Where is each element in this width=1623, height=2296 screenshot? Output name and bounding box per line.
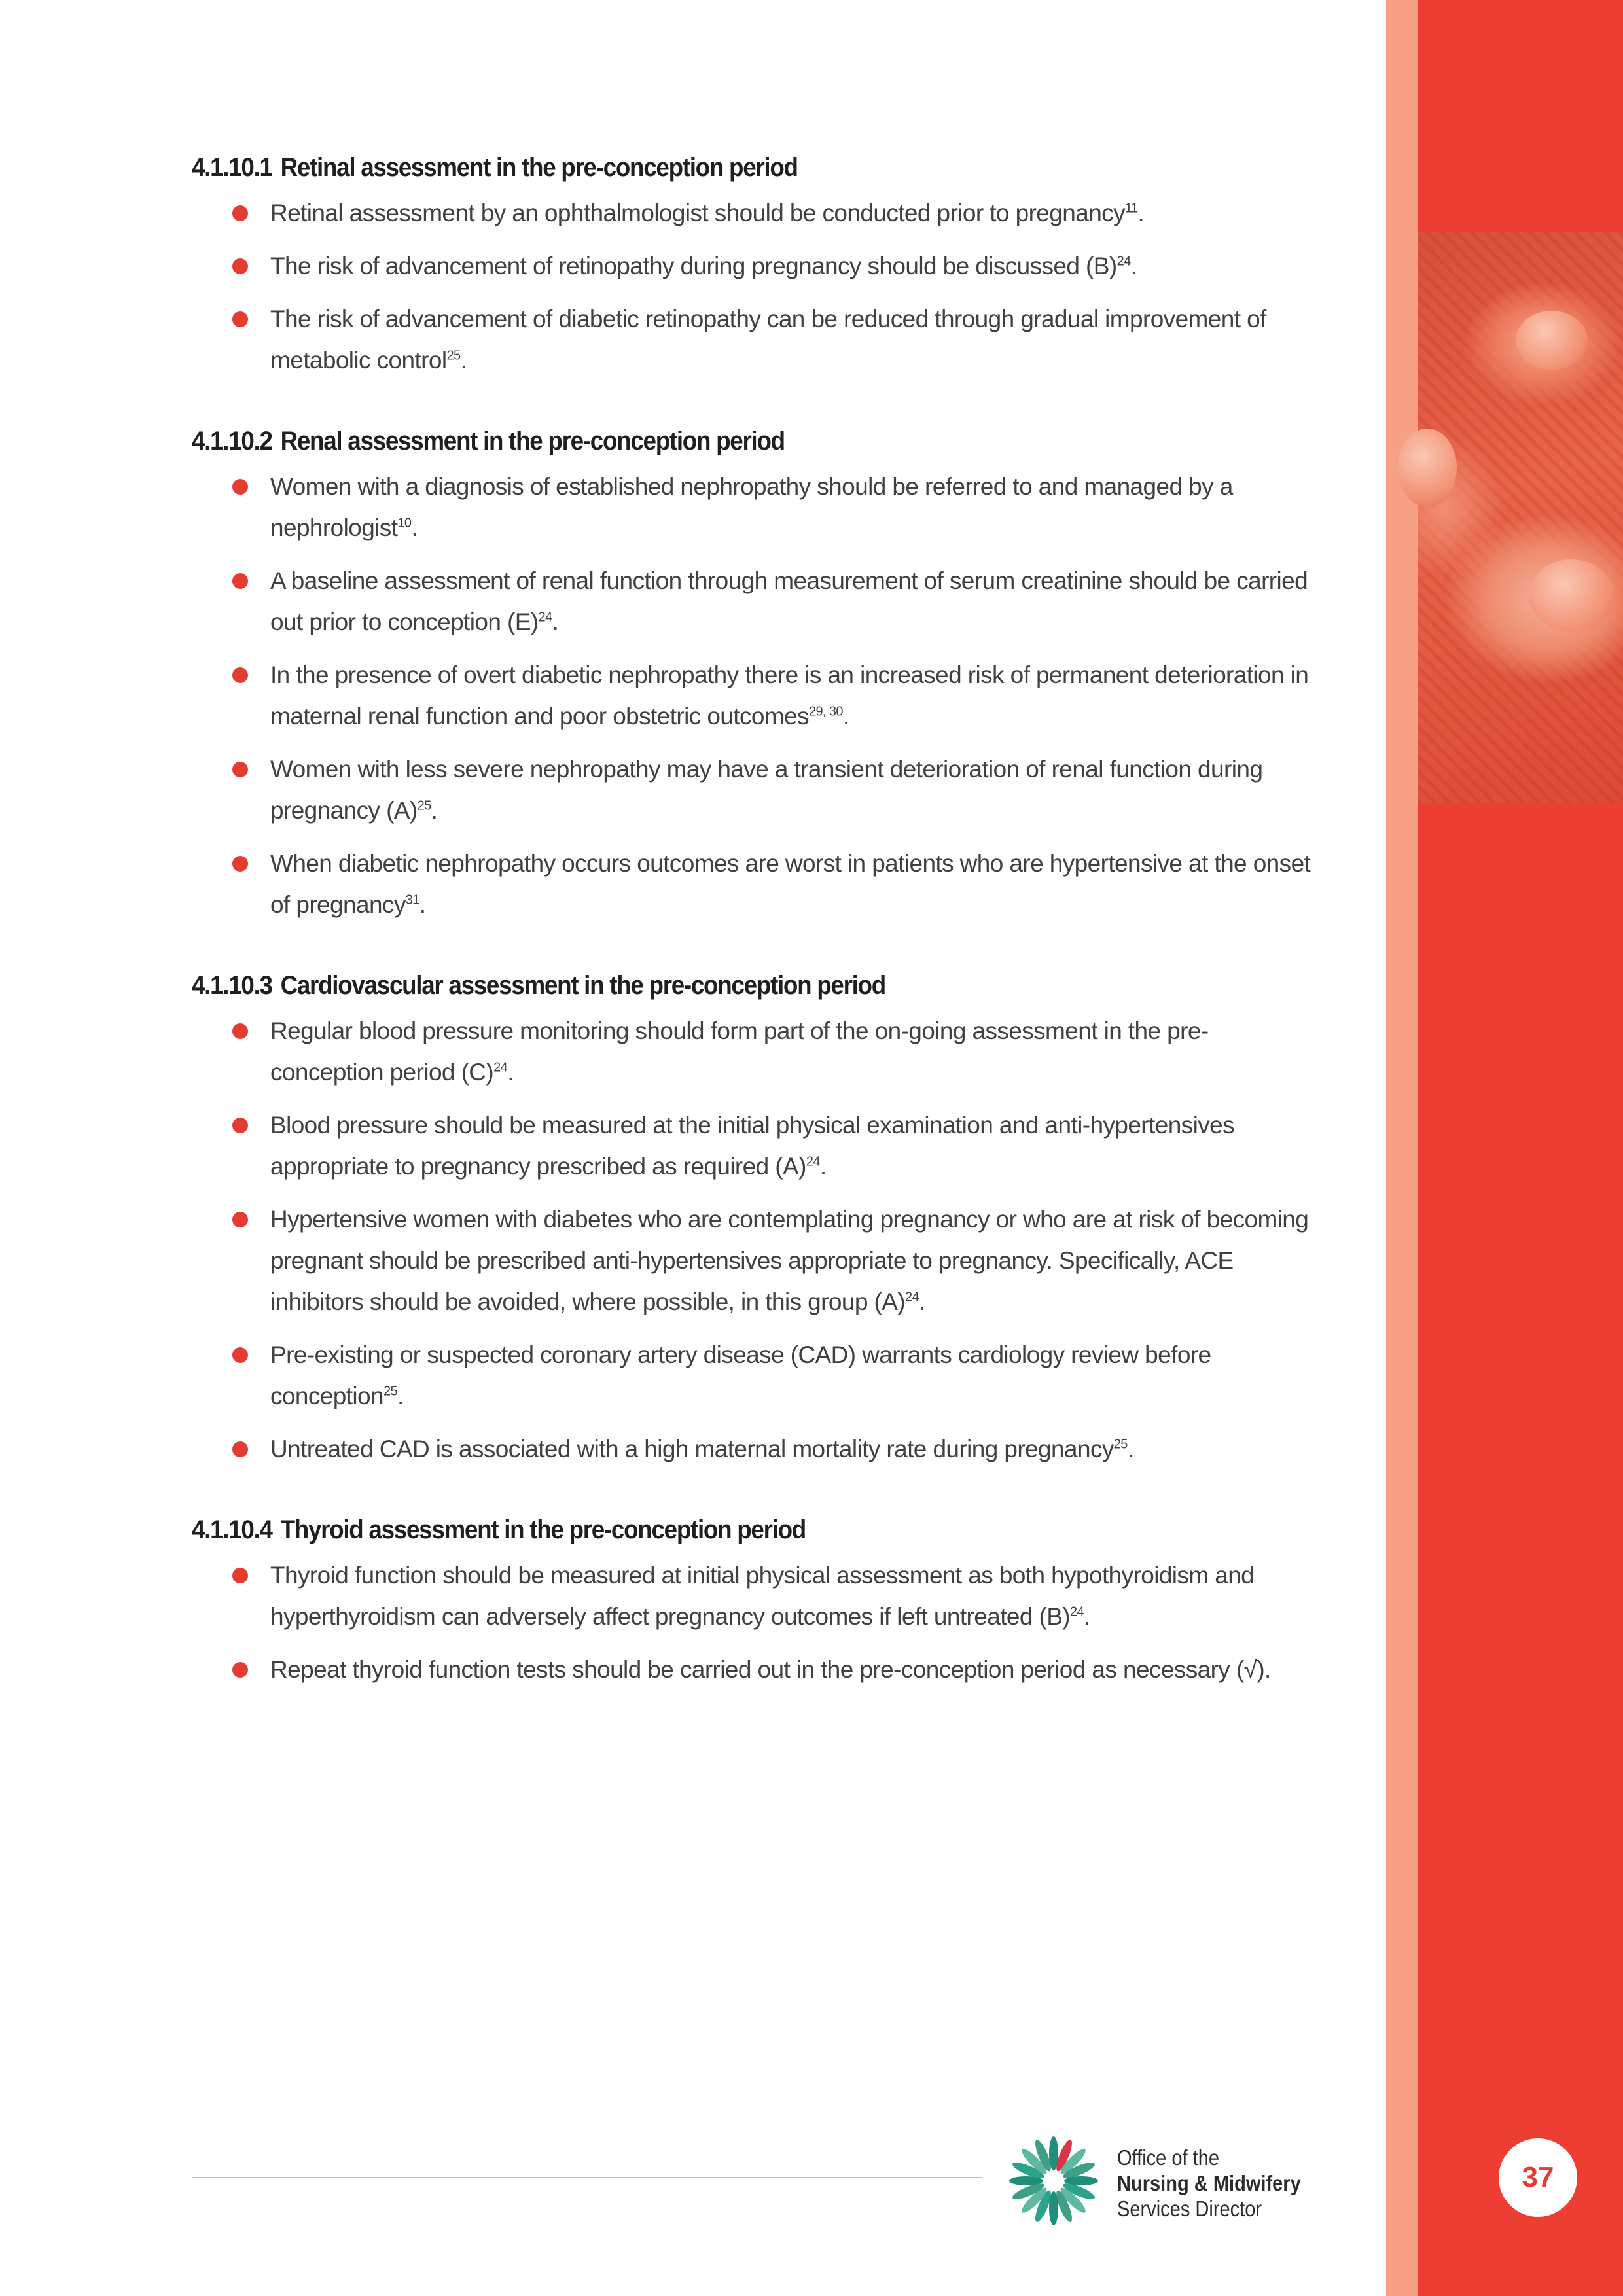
reference-superscript: 24 [1116,254,1131,269]
item-text: Women with less severe nephropathy may have a transient deterioration of renal function during pregnancy (A) [270,756,1263,824]
list-item [192,245,1317,287]
item-text: Repeat thyroid function tests should be carried out in the pre-conception period as necessary (√). [270,1656,1271,1683]
item-text: When diabetic nephropathy occurs outcomes are worst in patients who are hypertensive at the onset of pregnancy [270,850,1311,918]
list-item [192,1334,1317,1417]
list-item [192,560,1317,643]
section [192,968,1317,1470]
office-logo-icon [1005,2132,1103,2230]
section-title: Renal assessment in the pre-conception period [280,427,785,455]
reference-superscript: 11 [1124,201,1138,216]
bullet-dot [232,1118,248,1133]
side-band-light [1386,0,1418,2296]
reference-superscript: 24 [905,1290,919,1305]
section-title: Retinal assessment in the pre-conception period [280,153,798,182]
list-item [192,1010,1317,1093]
item-text: Retinal assessment by an ophthalmologist should be conducted prior to pregnancy [270,200,1125,226]
item-tail: . [1084,1603,1090,1630]
item-text: Blood pressure should be measured at the initial physical examination and anti-hypertensives appropriate to pregnancy prescribed as required (A) [270,1112,1234,1180]
reference-superscript: 24 [1070,1604,1084,1619]
section-number: 4.1.10.1 [192,153,272,182]
item-text: Regular blood pressure monitoring should form part of the on-going assessment in the pre-conception period (C) [270,1017,1209,1086]
item-tail: . [460,347,467,374]
bullet-dot [232,1662,248,1678]
item-text: Thyroid function should be measured at initial physical assessment as both hypothyroidism and hyperthyroidism can adversely affect pregnancy outcomes if left untreated (B) [270,1562,1255,1630]
list-item [192,298,1317,381]
reference-superscript: 31 [405,892,419,908]
item-text: Pre-existing or suspected coronary artery disease (CAD) warrants cardiology review before conception [270,1341,1211,1409]
item-tail: . [431,797,438,824]
item-tail: . [1130,253,1137,279]
list-item [192,1104,1317,1187]
reference-superscript: 10 [397,516,412,531]
bullet-dot [232,762,248,777]
item-tail: . [919,1288,925,1315]
item-tail: . [1127,1436,1134,1462]
reference-superscript: 24 [806,1154,820,1169]
item-tail: . [819,1153,827,1180]
bullet-dot [232,1212,248,1227]
logo-line-2: Nursing & Midwifery [1117,2171,1301,2195]
section-heading [192,424,1227,458]
item-text: Hypertensive women with diabetes who are contemplating pregnancy or who are at risk of becoming pregnant should be prescribed anti-hypertensives appropriate to pregnancy. Specifically, ACE inhibitors should be avoided, where possible, in this group (A) [270,1206,1309,1315]
logo-line-3: Services Director [1117,2197,1262,2221]
document-body [192,150,1317,1733]
item-text: Women with a diagnosis of established nephropathy should be referred to and managed by a nephrologist [270,473,1233,541]
item-text: In the presence of overt diabetic nephropathy there is an increased risk of permanent deterioration in maternal renal function and poor obstetric outcomes [270,662,1309,730]
reference-superscript: 29, 30 [808,704,843,719]
section-heading [192,968,1227,1002]
list-item [192,749,1317,831]
reference-superscript: 25 [417,798,431,813]
bullet-dot [232,1441,248,1457]
bullet-list [192,466,1317,925]
section-number: 4.1.10.4 [192,1515,272,1544]
section-heading [192,150,1227,185]
item-tail: . [552,609,559,635]
bullet-list [192,1555,1317,1690]
reference-superscript: 25 [1113,1437,1128,1452]
section-number: 4.1.10.2 [192,427,272,455]
item-text: A baseline assessment of renal function through measurement of serum creatinine should be carried out prior to conception (E) [270,567,1308,635]
item-tail: . [507,1059,514,1086]
list-item [192,466,1317,548]
item-text: The risk of advancement of diabetic retinopathy can be reduced through gradual improvement of metabolic control [270,306,1266,374]
item-tail: . [419,891,426,918]
office-logo-text [1117,2145,1307,2221]
logo-line-1: Office of the [1117,2146,1220,2170]
section-title: Cardiovascular assessment in the pre-conception period [280,971,885,1000]
item-tail: . [411,514,418,541]
bullet-dot [232,311,248,327]
item-text: The risk of advancement of retinopathy during pregnancy should be discussed (B) [270,253,1117,279]
bullet-dot [232,205,248,221]
page-number: 37 [1499,2138,1577,2217]
reference-superscript: 24 [538,610,552,625]
section-heading [192,1513,1227,1547]
reference-superscript: 24 [493,1060,508,1075]
bullet-dot [232,667,248,683]
bullet-dot [232,856,248,872]
section [192,1513,1317,1690]
bullet-dot [232,1023,248,1039]
item-tail: . [842,703,849,730]
bullet-list [192,1010,1317,1470]
item-tail: . [1137,200,1145,226]
section [192,150,1317,381]
section-title: Thyroid assessment in the pre-conception period [280,1515,806,1544]
bullet-dot [232,258,248,274]
list-item [192,1199,1317,1322]
jigsaw-puzzle-image [1418,232,1623,803]
list-item [192,654,1317,737]
reference-superscript: 25 [446,348,461,363]
bullet-dot [232,1347,248,1363]
list-item [192,1428,1317,1470]
bullet-dot [232,573,248,589]
bullet-dot [232,479,248,495]
list-item [192,1649,1317,1690]
list-item [192,192,1317,234]
footer-rule [192,2177,982,2178]
item-text: Untreated CAD is associated with a high maternal mortality rate during pregnancy [270,1436,1114,1462]
list-item [192,1555,1317,1637]
reference-superscript: 25 [383,1384,398,1399]
bullet-dot [232,1568,248,1583]
section-number: 4.1.10.3 [192,971,272,1000]
bullet-list [192,192,1317,381]
list-item [192,843,1317,925]
item-tail: . [397,1383,404,1409]
section [192,424,1317,925]
